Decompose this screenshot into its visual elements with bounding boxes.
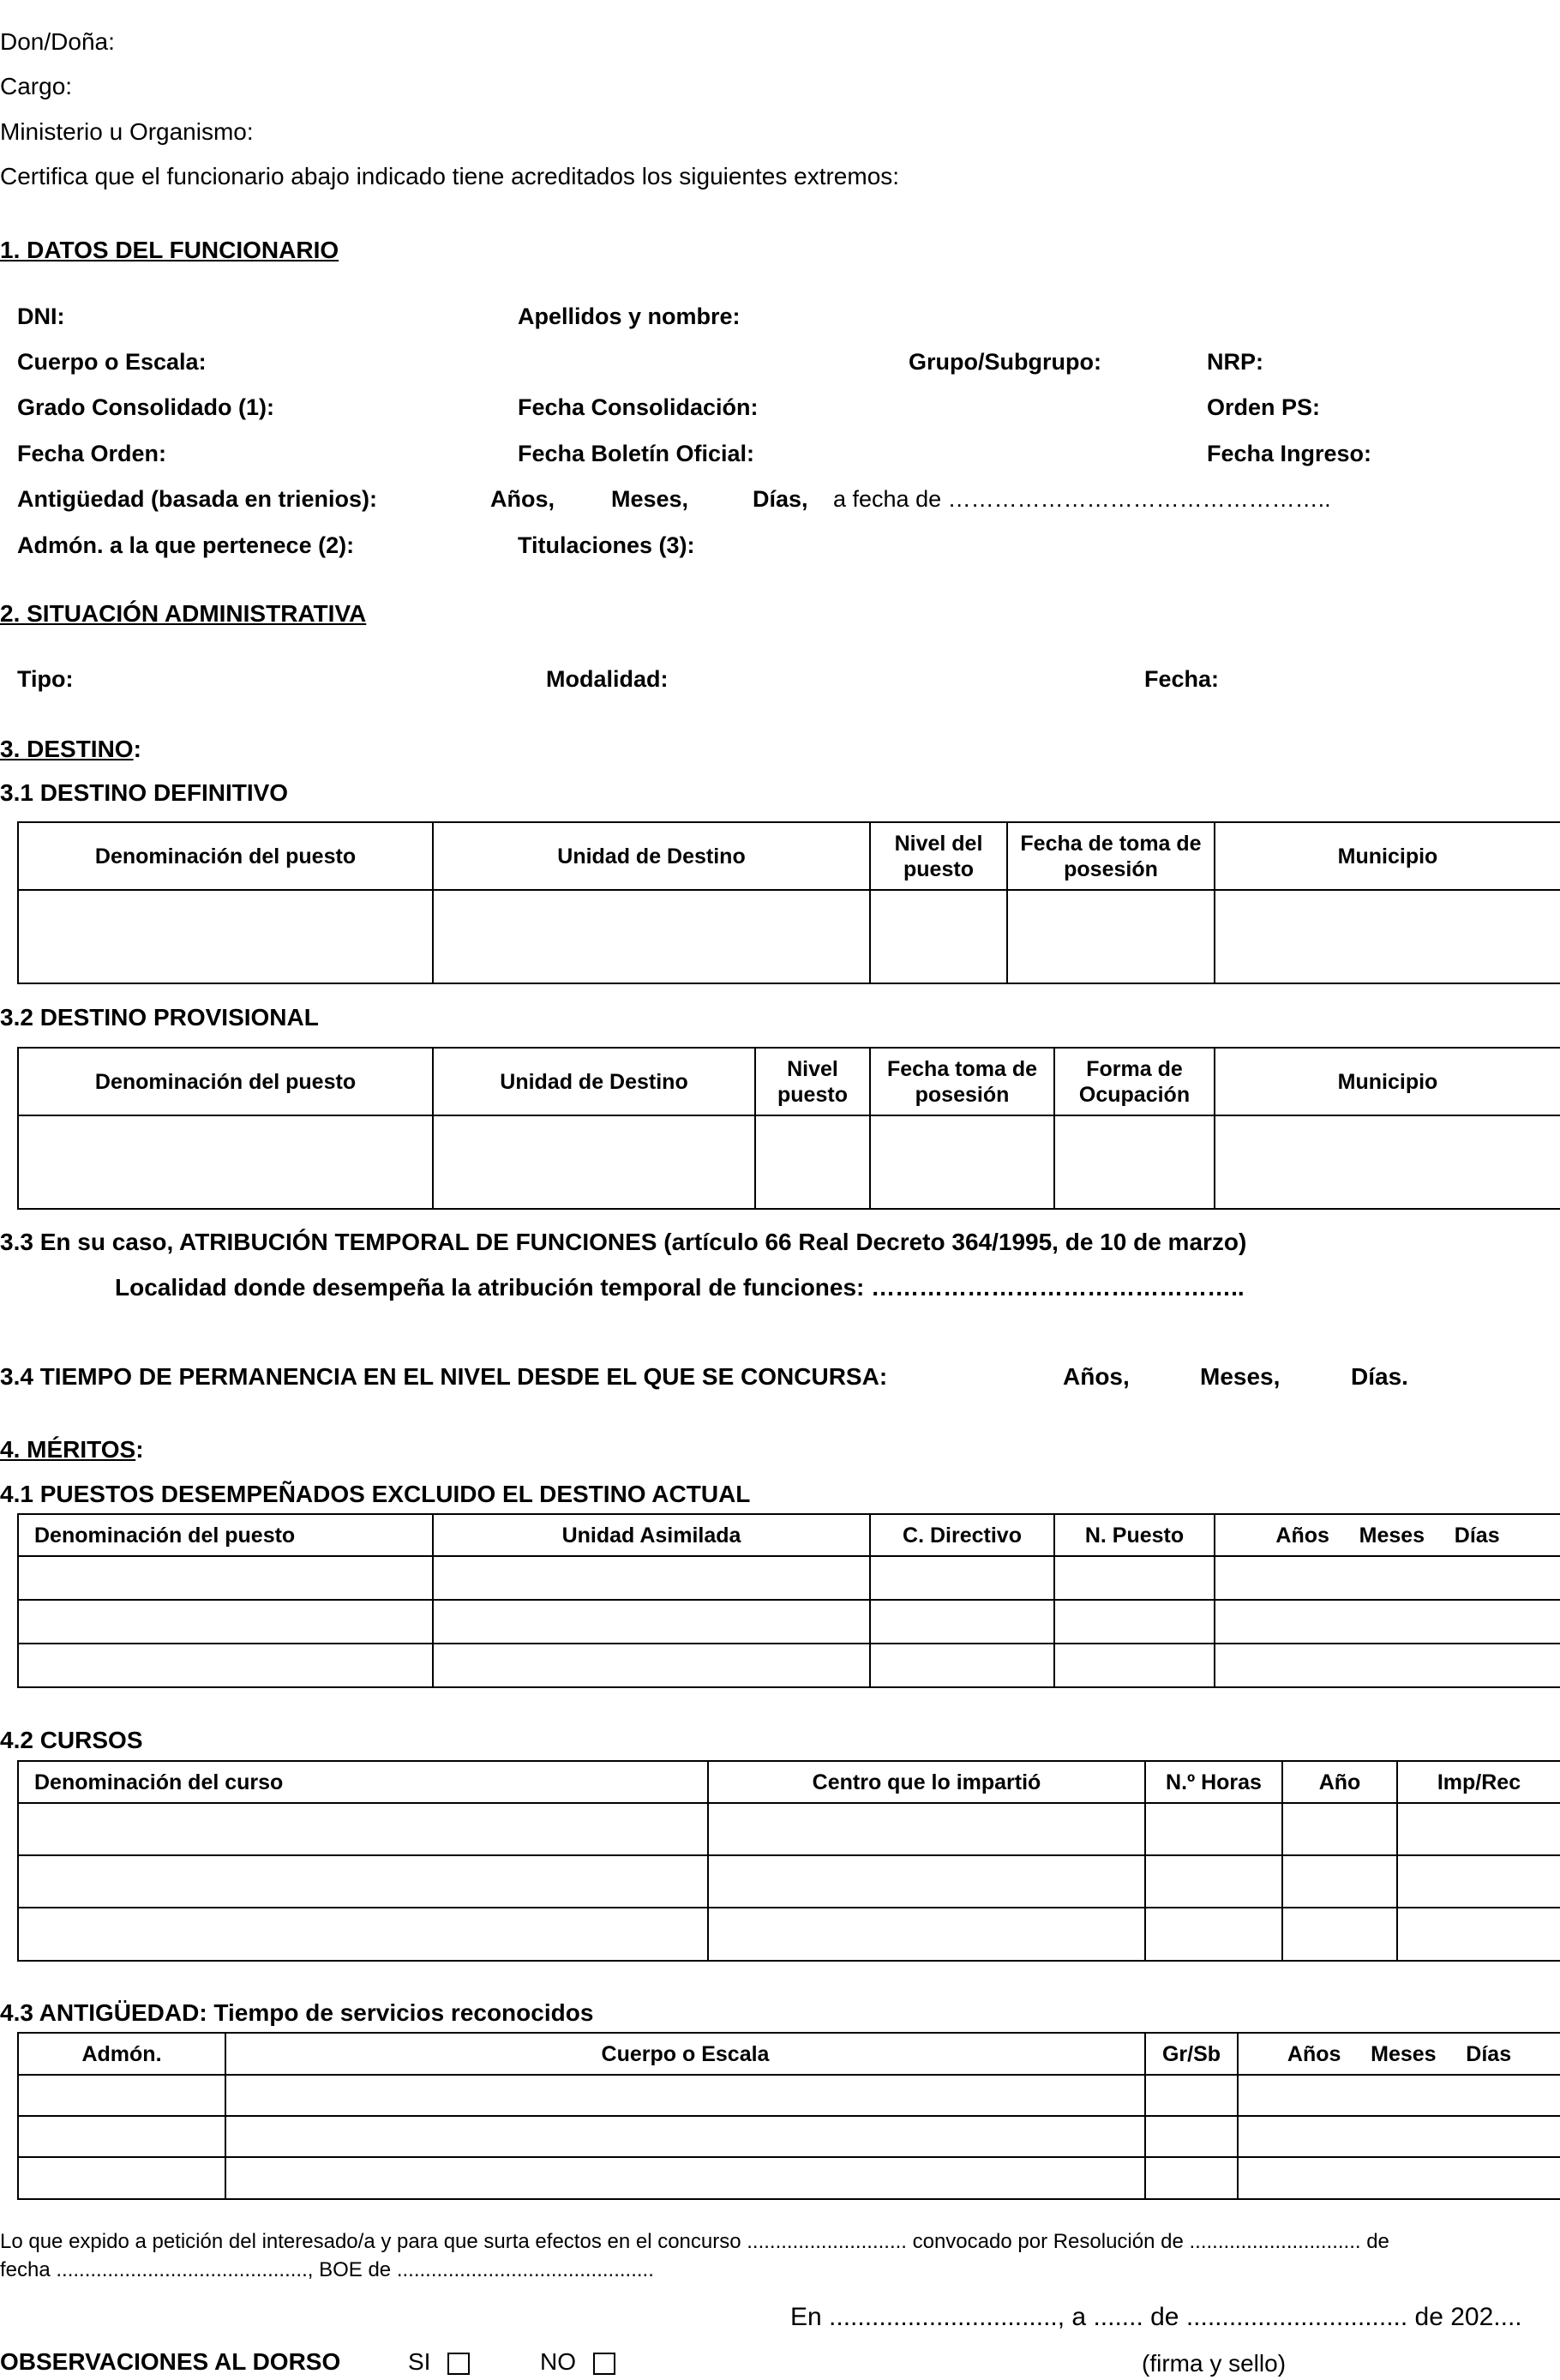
section-3-title: [0, 736, 141, 763]
header-forma-ocupacion: Forma de Ocupación: [1054, 1048, 1215, 1115]
table-row: [18, 1644, 1560, 1687]
destino-provisional-table: [17, 1047, 1560, 1210]
cell[interactable]: [18, 1644, 433, 1687]
antiguedad-table: [17, 2032, 1560, 2200]
apellidos-label: Apellidos y nombre:: [518, 304, 741, 329]
section-3-4-title: 3.4 TIEMPO DE PERMANENCIA EN EL NIVEL DESDE EL QUE SE CONCURSA:: [0, 1363, 888, 1390]
modalidad-label: Modalidad:: [546, 666, 669, 692]
cell[interactable]: [1215, 1600, 1560, 1644]
fecha-ingreso-label: Fecha Ingreso:: [1207, 441, 1372, 466]
fecha-consolidacion-label: Fecha Consolidación:: [518, 394, 759, 420]
header-imp-rec: Imp/Rec: [1397, 1761, 1560, 1803]
section-1-title: 1. DATOS DEL FUNCIONARIO: [0, 237, 339, 263]
section-3-3-title: 3.3 En su caso, ATRIBUCIÓN TEMPORAL DE FUNCIONES (artículo 66 Real Decreto 364/1995, de 10 de marzo): [0, 1229, 1247, 1255]
header-denominacion: Denominación del puesto: [18, 1048, 433, 1115]
header-unidad-asimilada: Unidad Asimilada: [433, 1514, 870, 1556]
header-denominacion: Denominación del puesto: [18, 1514, 433, 1556]
cell[interactable]: [1215, 1556, 1560, 1600]
cell-fecha[interactable]: [1007, 890, 1215, 983]
cell[interactable]: [1238, 2157, 1560, 2199]
table-row: [18, 890, 1560, 983]
cell[interactable]: [708, 1803, 1145, 1855]
cell[interactable]: [1238, 2116, 1560, 2157]
nrp-label: NRP:: [1207, 349, 1263, 375]
header-municipio: Municipio: [1215, 1048, 1560, 1115]
section-4-colon: :: [135, 1436, 144, 1463]
header-anos-meses-dias: Años Meses Días: [1238, 2033, 1560, 2075]
fecha-label: Fecha:: [1144, 666, 1220, 692]
table-row: [18, 2116, 1560, 2157]
cell[interactable]: [708, 1908, 1145, 1961]
no-checkbox[interactable]: [593, 2353, 615, 2375]
titulaciones-label: Titulaciones (3):: [518, 532, 695, 558]
cell[interactable]: [1282, 1855, 1397, 1908]
fecha-boletin-label: Fecha Boletín Oficial:: [518, 441, 755, 466]
dni-label: DNI:: [17, 304, 65, 329]
cell[interactable]: [225, 2157, 1145, 2199]
localidad-text: Localidad donde desempeña la atribución temporal de funciones: ………………………………………..: [115, 1274, 1245, 1301]
cell-unidad[interactable]: [433, 1115, 755, 1209]
si-checkbox[interactable]: [447, 2353, 470, 2375]
table-row: [18, 2157, 1560, 2199]
tipo-label: Tipo:: [17, 666, 74, 692]
header-nivel: Nivel del puesto: [870, 822, 1007, 890]
observaciones-no: [540, 2348, 615, 2376]
header-ano: Año: [1282, 1761, 1397, 1803]
header-denominacion: Denominación del puesto: [18, 822, 433, 890]
cell[interactable]: [225, 2075, 1145, 2116]
section-4-title-text: 4. MÉRITOS: [0, 1436, 136, 1463]
cell[interactable]: [870, 1556, 1054, 1600]
antiguedad-anos: Años,: [490, 486, 555, 512]
cell-denominacion[interactable]: [18, 1115, 433, 1209]
header-fecha-toma: Fecha toma de posesión: [870, 1048, 1054, 1115]
header-admon: Admón.: [18, 2033, 225, 2075]
section-4-3-title: 4.3 ANTIGÜEDAD: Tiempo de servicios reconocidos: [0, 1999, 594, 2026]
cell-denominacion[interactable]: [18, 890, 433, 983]
cell[interactable]: [18, 1803, 708, 1855]
header-cuerpo-escala: Cuerpo o Escala: [225, 2033, 1145, 2075]
header-denominacion-curso: Denominación del curso: [18, 1761, 708, 1803]
cell[interactable]: [225, 2116, 1145, 2157]
header-unidad-destino: Unidad de Destino: [433, 1048, 755, 1115]
header-anos-meses-dias: Años Meses Días: [1215, 1514, 1560, 1556]
section-2-title: 2. SITUACIÓN ADMINISTRATIVA: [0, 600, 367, 627]
header-n-puesto: N. Puesto: [1054, 1514, 1215, 1556]
cell[interactable]: [433, 1556, 870, 1600]
table-row: [18, 1556, 1560, 1600]
permanencia-dias: Días.: [1351, 1363, 1408, 1390]
cell[interactable]: [18, 2116, 225, 2157]
section-4-1-title: 4.1 PUESTOS DESEMPEÑADOS EXCLUIDO EL DESTINO ACTUAL: [0, 1481, 751, 1507]
cell[interactable]: [18, 1556, 433, 1600]
cell-forma[interactable]: [1054, 1115, 1215, 1209]
cell[interactable]: [1145, 2157, 1238, 2199]
cell[interactable]: [1397, 1908, 1560, 1961]
cell-unidad[interactable]: [433, 890, 870, 983]
observaciones-label: OBSERVACIONES AL DORSO: [0, 2348, 341, 2375]
section-3-1-title: 3.1 DESTINO DEFINITIVO: [0, 779, 289, 806]
cell[interactable]: [1282, 1908, 1397, 1961]
section-3-2-title: 3.2 DESTINO PROVISIONAL: [0, 1004, 319, 1031]
cell[interactable]: [1238, 2075, 1560, 2116]
cell-fecha[interactable]: [870, 1115, 1054, 1209]
table-row: [18, 1600, 1560, 1644]
cell[interactable]: [18, 1855, 708, 1908]
cell-municipio[interactable]: [1215, 1115, 1560, 1209]
header-municipio: Municipio: [1215, 822, 1560, 890]
don-label: Don/Doña:: [0, 28, 115, 55]
table-row: [18, 2075, 1560, 2116]
cell[interactable]: [18, 2075, 225, 2116]
grado-label: Grado Consolidado (1):: [17, 394, 274, 420]
cell[interactable]: [870, 1644, 1054, 1687]
antiguedad-fecha: a fecha de …………………………………………..: [833, 486, 1331, 512]
no-label: NO: [540, 2348, 576, 2375]
cell[interactable]: [1054, 1644, 1215, 1687]
header-centro: Centro que lo impartió: [708, 1761, 1145, 1803]
antiguedad-meses: Meses,: [611, 486, 689, 512]
grupo-label: Grupo/Subgrupo:: [909, 349, 1101, 375]
cell[interactable]: [1145, 1803, 1282, 1855]
cell[interactable]: [18, 1908, 708, 1961]
header-horas: N.º Horas: [1145, 1761, 1282, 1803]
cell[interactable]: [18, 2157, 225, 2199]
permanencia-meses: Meses,: [1200, 1363, 1281, 1390]
cell[interactable]: [1054, 1600, 1215, 1644]
cell[interactable]: [1397, 1803, 1560, 1855]
cell-nivel[interactable]: [870, 890, 1007, 983]
cell[interactable]: [1215, 1644, 1560, 1687]
fecha-orden-label: Fecha Orden:: [17, 441, 167, 466]
si-label: SI: [408, 2348, 431, 2375]
section-4-title: [0, 1436, 144, 1463]
header-unidad-destino: Unidad de Destino: [433, 822, 870, 890]
lugar-fecha-line: En ................................, a ....... de ............................... de 202....: [790, 2303, 1522, 2331]
permanencia-anos: Años,: [1063, 1363, 1130, 1390]
header-c-directivo: C. Directivo: [870, 1514, 1054, 1556]
cell[interactable]: [1145, 1855, 1282, 1908]
cell[interactable]: [433, 1600, 870, 1644]
cell[interactable]: [433, 1644, 870, 1687]
cell[interactable]: [18, 1600, 433, 1644]
cargo-label: Cargo:: [0, 73, 73, 99]
cell[interactable]: [1397, 1855, 1560, 1908]
ministerio-label: Ministerio u Organismo:: [0, 118, 254, 145]
table-row: [18, 1115, 1560, 1209]
table-row: [18, 1908, 1560, 1961]
cell[interactable]: [708, 1855, 1145, 1908]
cell[interactable]: [1145, 2116, 1238, 2157]
table-row: [18, 1855, 1560, 1908]
cuerpo-label: Cuerpo o Escala:: [17, 349, 207, 375]
section-3-colon: :: [133, 736, 141, 762]
observaciones-si: [408, 2348, 470, 2376]
admon-label: Admón. a la que pertenece (2):: [17, 532, 355, 558]
cell[interactable]: [1282, 1803, 1397, 1855]
cell[interactable]: [1145, 1908, 1282, 1961]
cell-municipio[interactable]: [1215, 890, 1560, 983]
expido-text-line1: Lo que expido a petición del interesado/a y para que surta efectos en el concurso ............................ convocado por Resolución de .............................. de: [0, 2230, 1389, 2253]
cell[interactable]: [870, 1600, 1054, 1644]
cursos-table: [17, 1760, 1560, 1962]
section-4-2-title: 4.2 CURSOS: [0, 1727, 143, 1753]
cell[interactable]: [1054, 1556, 1215, 1600]
header-nivel: Nivel puesto: [755, 1048, 870, 1115]
certifica-text: Certifica que el funcionario abajo indicado tiene acreditados los siguientes extremos:: [0, 163, 900, 189]
table-row: [18, 1803, 1560, 1855]
section-3-title-text: 3. DESTINO: [0, 736, 134, 762]
cell[interactable]: [1145, 2075, 1238, 2116]
header-gr-sb: Gr/Sb: [1145, 2033, 1238, 2075]
puestos-table: [17, 1513, 1560, 1688]
antiguedad-dias: Días,: [753, 486, 808, 512]
orden-ps-label: Orden PS:: [1207, 394, 1321, 420]
antiguedad-label: Antigüedad (basada en trienios):: [17, 486, 378, 512]
cell-nivel[interactable]: [755, 1115, 870, 1209]
destino-definitivo-table: [17, 821, 1560, 984]
header-fecha-toma: Fecha de toma de posesión: [1007, 822, 1215, 890]
expido-text-line2: fecha ............................................, BOE de .............................................: [0, 2258, 654, 2281]
firma-sello-label: (firma y sello): [1142, 2350, 1287, 2377]
